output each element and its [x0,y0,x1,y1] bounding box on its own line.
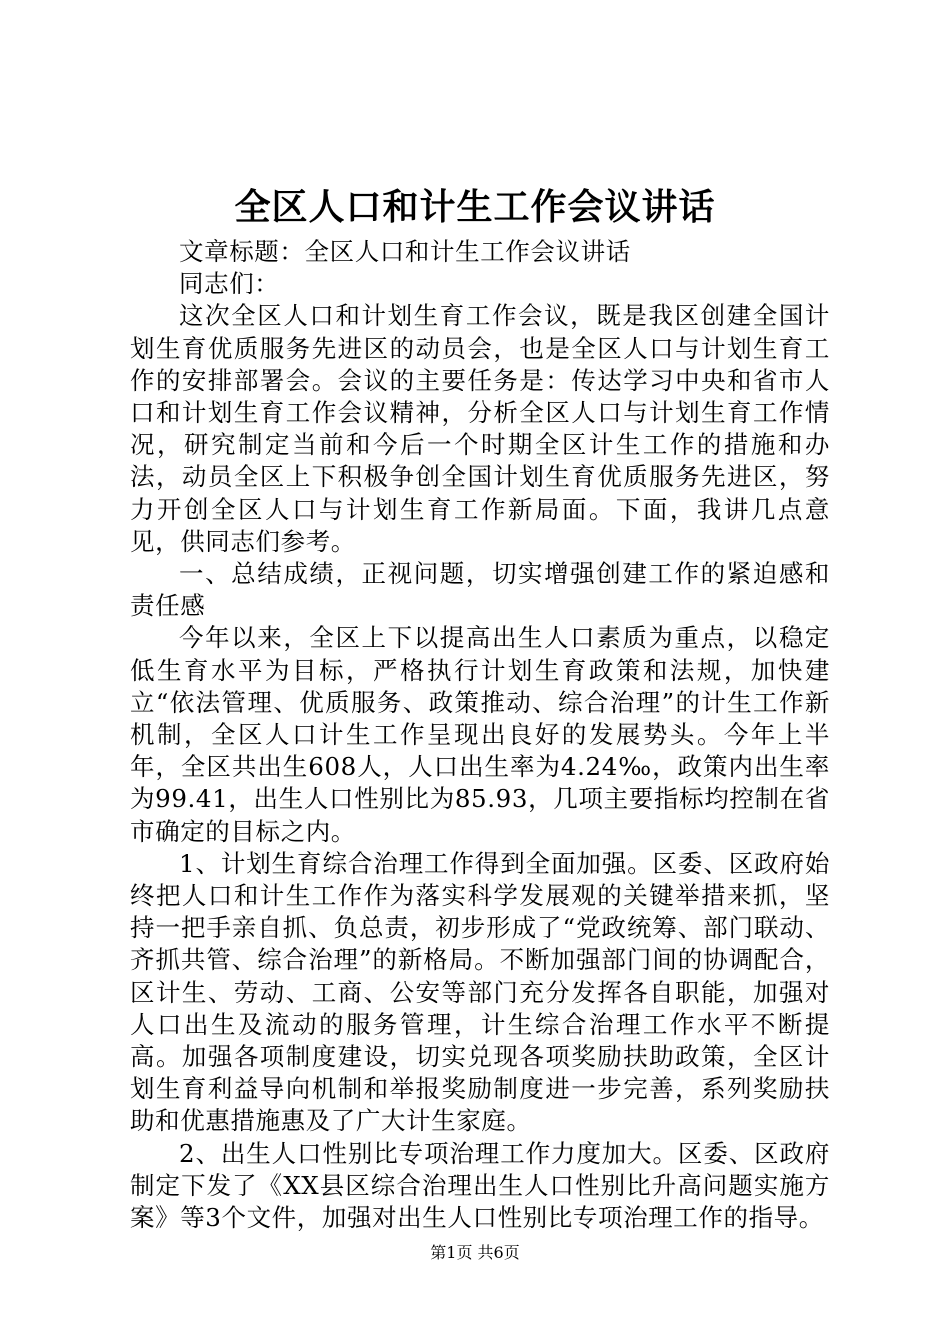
point-2-paragraph: 2、出生人口性别比专项治理工作力度加大。区委、区政府制定下发了《XX县区综合治理出生人口性别比升高问题实施方案》等3个文件，加强对出生人口性别比专项治理工作的指导。 [130,1138,830,1233]
achievements-paragraph: 今年以来，全区上下以提高出生人口素质为重点，以稳定低生育水平为目标，严格执行计划生育政策和法规，加快建立“依法管理、优质服务、政策推动、综合治理”的计生工作新机制，全区人口计生工作呈现出良好的发展势头。今年上半年，全区共出生608人，人口出生率为4.24‰，政策内出生率为99.41，出生人口性别比为85.93，几项主要指标均控制在省市确定的目标之内。 [130,623,830,846]
article-title-line: 文章标题：全区人口和计生工作会议讲话 [179,237,631,266]
salutation: 同志们： [179,269,280,299]
section-heading: 一、总结成绩，正视问题，切实增强创建工作的紧迫感和责任感 [130,559,830,621]
point-1-paragraph: 1、计划生育综合治理工作得到全面加强。区委、区政府始终把人口和计生工作作为落实科学发展观的关键举措来抓，坚持一把手亲自抓、负总责，初步形成了“党政统筹、部门联动、齐抓共管、综合治理”的新格局。不断加强部门间的协调配合，区计生、劳动、工商、公安等部门充分发挥各自职能，加强对人口出生及流动的服务管理，计生综合治理工作水平不断提高。加强各项制度建设，切实兑现各项奖励扶助政策，全区计划生育利益导向机制和举报奖励制度进一步完善，系列奖励扶助和优惠措施惠及了广大计生家庭。 [130,848,830,1136]
document-body [130,236,830,1234]
document-title: 全区人口和计生工作会议讲话 [234,187,716,228]
page-number-footer: 第1页 共6页 [430,1243,520,1262]
intro-paragraph: 这次全区人口和计划生育工作会议，既是我区创建全国计划生育优质服务先进区的动员会，也是全区人口与计划生育工作的安排部署会。会议的主要任务是：传达学习中央和省市人口和计划生育工作会议精神，分析全区人口与计划生育工作情况，研究制定当前和今后一个时期全区计生工作的措施和办法，动员全区上下积极争创全国计划生育优质服务先进区，努力开创全区人口与计划生育工作新局面。下面，我讲几点意见，供同志们参考。 [130,301,830,556]
